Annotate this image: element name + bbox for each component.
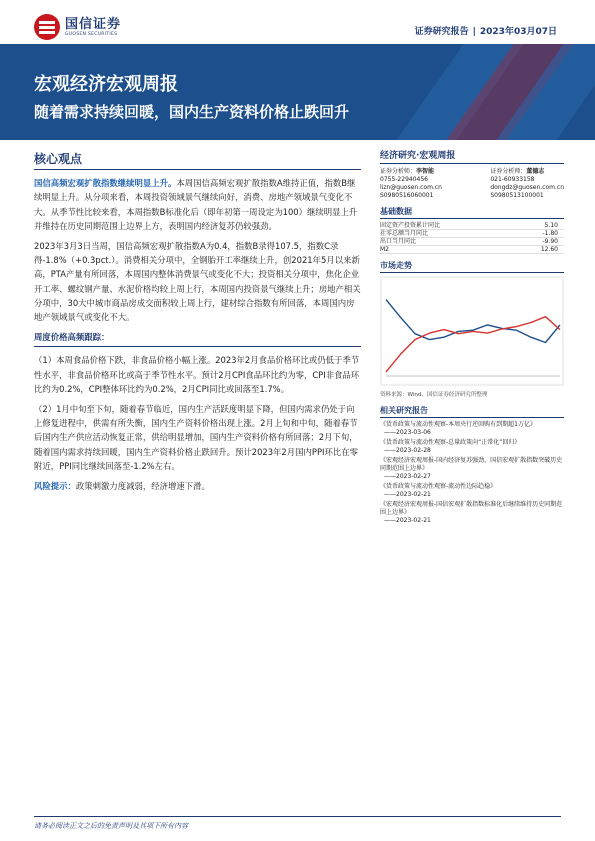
logo-cn: 国信证券 (65, 16, 122, 32)
analyst-1 (380, 168, 442, 200)
paragraph-2: 2023年3月3日当周，国信高频宏观扩散指数A为0.4，指数B录得107.5，指数C录得-1.8%（+0.3pct.）。消费相关分项中，全钢胎开工率继续上升，创2021年5月以来新高，PTA产量有所回落，本周国内整体消费景气或变化不大；投资相关分项中，焦化企业开工率、螺纹钢产量、水泥价格均较上周上行，本周国内投资景气继续上升；房地产相关分项中，30大中城市商品房成交面积较上周上行，建材综合指数有所回落，本周国内房地产领域景气或变化不大。 (34, 241, 361, 323)
report-date: 2023年03月07日 (479, 27, 557, 37)
related-item[interactable] (380, 421, 564, 437)
basic-data-key: M2 (380, 246, 389, 253)
market-trend-chart (380, 276, 564, 388)
title-banner (0, 44, 595, 140)
logo-icon (34, 14, 60, 40)
risk-text: 政策刺激力度减弱，经济增速下滑。 (75, 481, 210, 492)
side-column (380, 152, 564, 527)
analyst-email[interactable]: lizn@guosen.com.cn (380, 184, 442, 191)
analyst-email[interactable]: dongdz@guosen.com.cn (490, 184, 564, 191)
logo-en: GUOSEN SECURITIES (65, 31, 118, 37)
report-title: 宏观经济宏观周报 (34, 74, 178, 95)
basic-data-value: -9.90 (542, 238, 558, 245)
analyst-phone: 021-60933158 (490, 176, 535, 183)
related-item[interactable] (380, 501, 564, 525)
paragraph-4: （2）1月中旬至下旬，随着春节临近，国内生产活跃度明显下降，但国内需求仍处于向上修复进程中，供需有所失衡，国内生产资料价格出现上涨。2月上旬和中旬，随着春节后国内生产供应活动恢复正常，供给明显增加，国内生产资料价格有所回落；2月下旬，随着国内需求持续回暖，国内生产资料价格止跌回升。预计2023年2月国内PPI环比在零附近，PPI同比继续回落至-1.2%左右。 (34, 404, 358, 471)
report-type: 证券研究报告 (414, 27, 469, 37)
p1-text: 本周国信高频宏观扩散指数A维持正值，指数B继续明显上升。从分项来看，本周投资领域景气继续向好，消费、房地产领域景气变化不大。从季节性比较来看，本周指数B标准化后（即年初第一周设定为100）继续明显上升并维持在历史同期范围上边界上方，表明国内经济复苏仍较强劲。 (34, 178, 358, 231)
basic-data-table (380, 222, 564, 254)
header-separator: | (472, 27, 476, 37)
related-title-text: 《宏观经济宏观周报-国信宏观扩散指数标准化后继续维持历史同期范围上边界》 (380, 501, 563, 516)
analyst-2 (490, 168, 564, 200)
risk-label: 风险提示： (34, 481, 76, 492)
related-date: ——2023-02-21 (384, 517, 431, 524)
related-title-text: 《货币政策与流动性观察-总量政策向“正常化”回归》 (380, 439, 521, 446)
market-trend-title: 市场走势 (380, 262, 564, 273)
p1-highlight: 国信高频宏观扩散指数继续明显上升。 (34, 178, 177, 189)
analyst-phone: 0755-22940456 (380, 176, 428, 183)
analyst-name: 董德志 (526, 168, 545, 175)
related-item[interactable] (380, 483, 564, 499)
company-logo (34, 14, 121, 40)
paragraph-1 (34, 176, 361, 233)
section-title: 核心观点 (34, 152, 361, 170)
main-column (34, 152, 361, 499)
disclaimer-text: 请务必阅读正文之后的免责声明及其项下所有内容 (34, 822, 188, 830)
header-meta (415, 24, 557, 37)
price-section-title: 周度价格高频跟踪： (34, 330, 361, 347)
basic-data-title: 基础数据 (380, 208, 564, 219)
basic-data-value: -1.80 (542, 230, 558, 237)
related-title-text: 《货币政策与流动性观察-流动性边际趋稳》 (380, 483, 497, 490)
analyst-role: 证券分析师： (490, 168, 527, 175)
related-title: 相关研究报告 (380, 407, 564, 418)
related-date: ——2023-02-27 (384, 473, 431, 480)
side-title: 经济研究·宏观周报 (380, 152, 564, 164)
related-title-text: 《宏观经济宏观周报-国内经济复苏强劲，国信宏观扩散指数突破历史同期范围上边界》 (380, 457, 563, 472)
related-date: ——2023-03-06 (384, 429, 431, 436)
basic-data-row (380, 230, 564, 238)
basic-data-key: 出口当月同比 (380, 238, 417, 245)
analyst-block (380, 168, 564, 200)
analyst-name: 李智能 (416, 168, 435, 175)
related-item[interactable] (380, 457, 564, 481)
risk-note (34, 479, 361, 493)
related-list (380, 421, 564, 525)
series-line-2 (386, 317, 560, 372)
basic-data-value: 5.10 (544, 222, 558, 229)
related-date: ——2023-02-21 (384, 491, 431, 498)
page-header (0, 0, 595, 44)
analyst-role: 证券分析师： (380, 168, 417, 175)
basic-data-row (380, 238, 564, 246)
report-subtitle: 随着需求持续回暖，国内生产资料价格止跌回升 (34, 103, 350, 121)
analyst-cert: S0980513100001 (490, 192, 544, 199)
related-item[interactable] (380, 439, 564, 455)
basic-data-key: 固定资产投资累计同比 (380, 222, 441, 229)
basic-data-value: 12.60 (540, 246, 558, 253)
related-date: ——2023-02-28 (384, 447, 431, 454)
basic-data-row (380, 246, 564, 254)
page-footer (34, 816, 561, 831)
basic-data-row (380, 222, 564, 230)
trend-chart-svg (380, 276, 564, 388)
analyst-cert: S0980516060001 (380, 192, 434, 199)
chart-source: 资料来源：Wind、国信证券经济研究所整理 (380, 392, 488, 398)
paragraph-3: （1）本周食品价格下跌，非食品价格小幅上涨。2023年2月食品价格环比或仍低于季节性水平，非食品价格环比或高于季节性水平。预计2月CPI食品环比约为零，CPI非食品环比约为0.2%，CPI整体环比约为0.2%，2月CPI同比或回落至1.7%。 (34, 355, 360, 394)
basic-data-key: 社零总额当月同比 (380, 230, 429, 237)
related-title-text: 《货币政策与流动性观察-本周央行逆回购有到期超1万亿》 (380, 421, 536, 428)
